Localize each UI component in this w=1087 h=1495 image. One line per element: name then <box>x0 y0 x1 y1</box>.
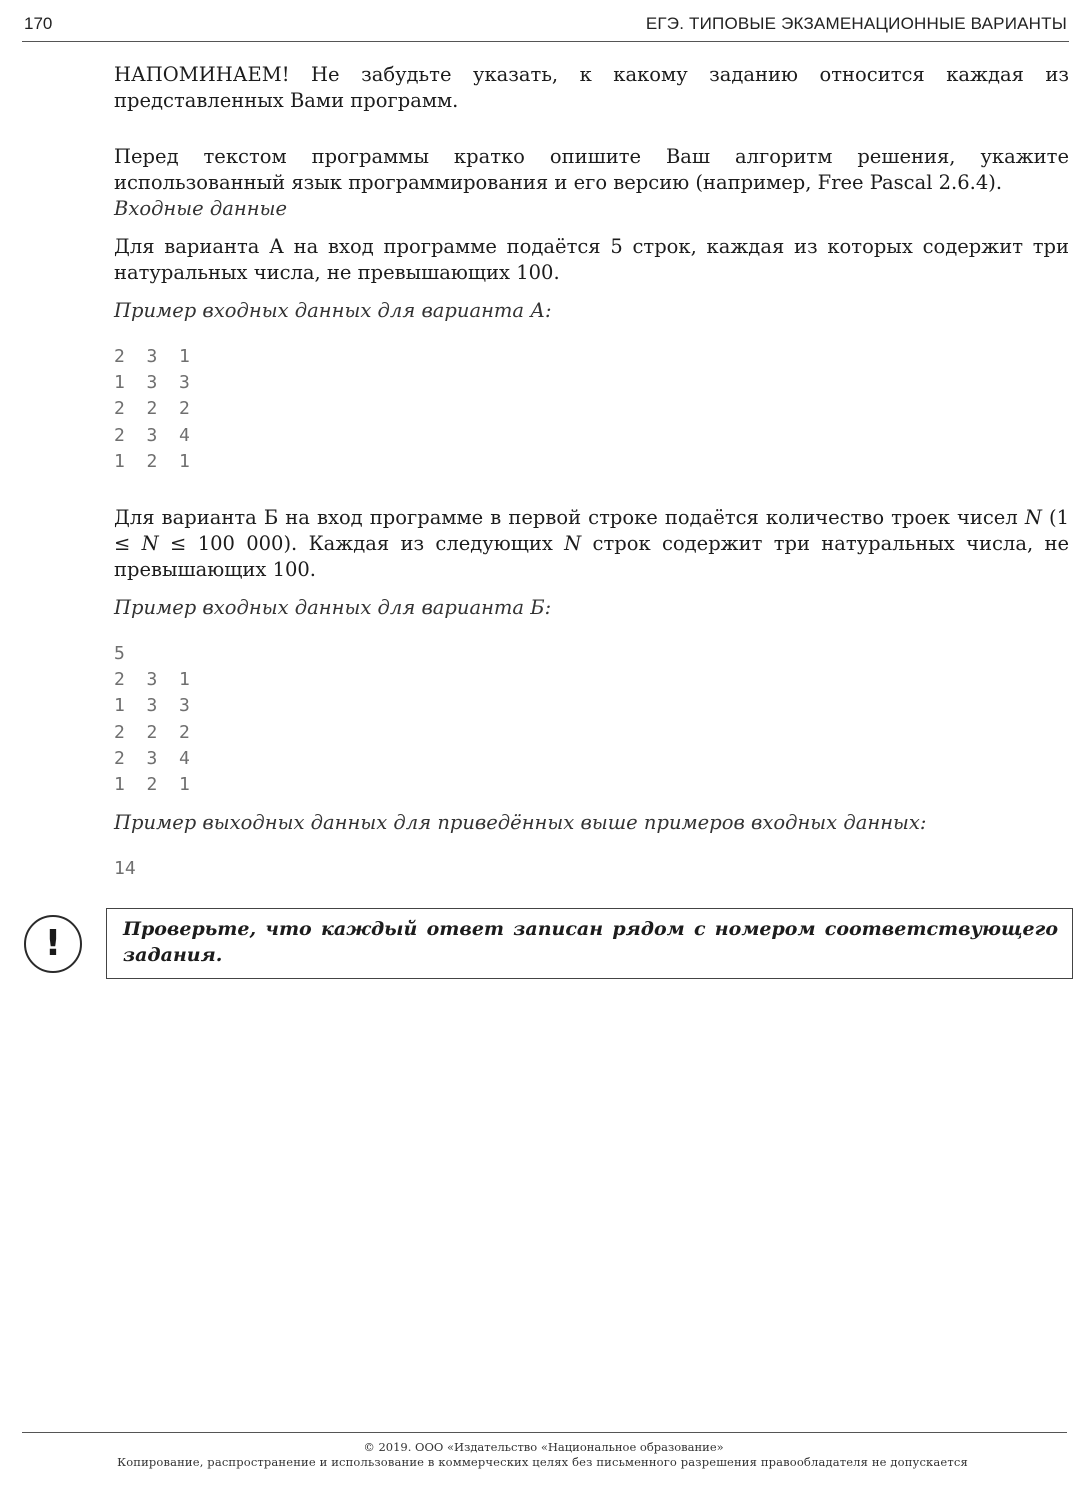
variable-n: N <box>141 532 159 556</box>
variant-b-text-3: ≤ 100 000). Каждая из следующих <box>158 532 565 556</box>
instruction-paragraph: Перед текстом программы кратко опишите Ваш алгоритм решения, укажите использованный язык программирования и его версию (например, Free Pascal 2.6.4). <box>114 145 1069 194</box>
output-data: 14 <box>114 858 136 880</box>
footer-divider <box>22 1432 1067 1433</box>
variable-n: N <box>564 532 582 556</box>
example-b-data: 5 2 3 1 1 3 3 2 2 2 2 3 4 1 2 1 <box>114 643 190 796</box>
variant-b-text-2: (1 ≤ <box>114 506 1069 556</box>
variant-b-text-4: строк содержит три натуральных числа, не превышающих 100. <box>114 532 1069 582</box>
exclamation-icon: ! <box>24 915 82 973</box>
example-a-data: 2 3 1 1 3 3 2 2 2 2 3 4 1 2 1 <box>114 346 190 472</box>
footer-disclaimer: Копирование, распространение и использование в коммерческих целях без письменного разрешения правообладателя не допускается <box>117 1455 968 1469</box>
footer-copyright: © 2019. ООО «Издательство «Национальное образование» <box>363 1440 724 1454</box>
variant-b-text-1: Для варианта Б на вход программе в первой строке подаётся количество троек чисел <box>114 506 1025 530</box>
variant-a-paragraph: Для варианта А на вход программе подаётся 5 строк, каждая из которых содержит три натуральных числа, не превышающих 100. <box>114 235 1069 284</box>
page-number: 170 <box>24 14 53 33</box>
variant-b-paragraph <box>114 505 1069 583</box>
variable-n: N <box>1024 506 1042 530</box>
notice-box: Проверьте, что каждый ответ записан рядом с номером соответствующего задания. <box>106 908 1073 979</box>
input-heading: Входные данные <box>114 197 287 220</box>
example-b-label: Пример входных данных для варианта Б: <box>114 596 552 620</box>
running-header-title: ЕГЭ. ТИПОВЫЕ ЭКЗАМЕНАЦИОННЫЕ ВАРИАНТЫ <box>645 14 1067 33</box>
output-label: Пример выходных данных для приведённых выше примеров входных данных: <box>114 811 927 835</box>
example-a-label: Пример входных данных для варианта А: <box>114 299 552 322</box>
header-divider <box>22 41 1069 42</box>
reminder-paragraph: НАПОМИНАЕМ! Не забудьте указать, к какому заданию относится каждая из представленных Вами программ. <box>114 63 1069 112</box>
main-content <box>114 62 1069 882</box>
